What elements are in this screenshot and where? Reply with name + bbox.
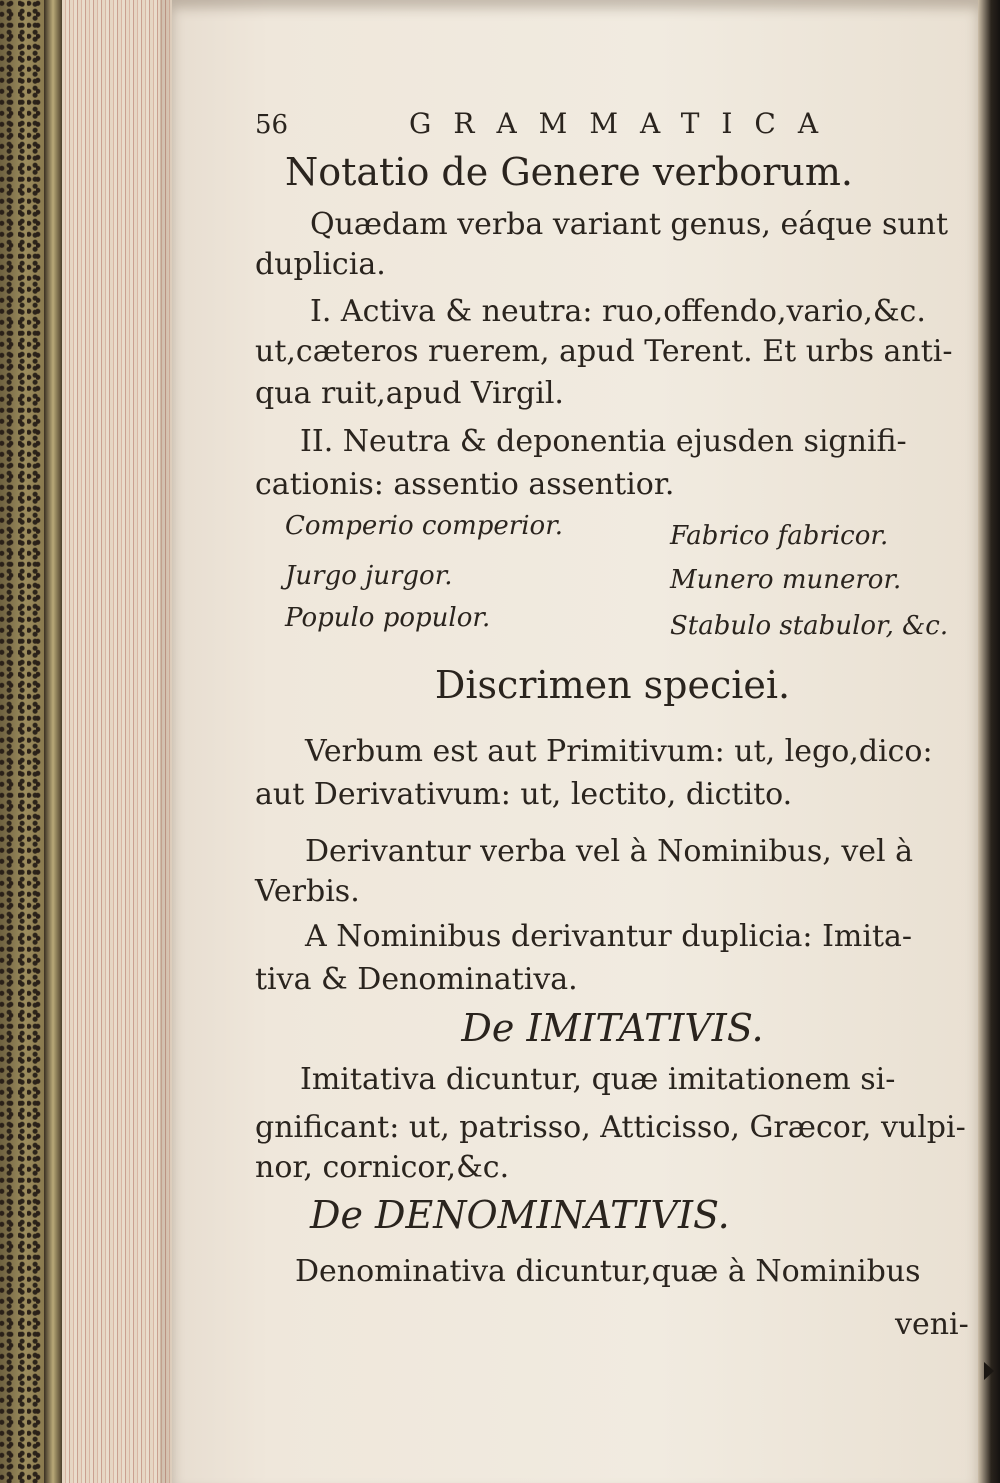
right-page-edge bbox=[978, 0, 1000, 1483]
heading-notatio: Notatio de Genere verborum. bbox=[285, 150, 853, 194]
para6-line1: A Nominibus derivantur duplicia: Imita- bbox=[305, 919, 913, 954]
next-page-arrow-icon[interactable] bbox=[984, 1362, 994, 1380]
para2-line1: I. Activa & neutra: ruo,offendo,vario,&c. bbox=[310, 294, 926, 329]
verb-pair-left-3: Populo populor. bbox=[285, 603, 491, 633]
running-head: GRAMMATICA bbox=[409, 107, 841, 140]
verb-pair-right-3: Stabulo stabulor, &c. bbox=[670, 611, 949, 641]
heading-denominativis: De DENOMINATIVIS. bbox=[310, 1193, 730, 1237]
para5-line1: Derivantur verba vel à Nominibus, vel à bbox=[305, 834, 914, 869]
para1-line1: Quædam verba variant genus, eáque sunt bbox=[310, 207, 949, 242]
heading-discrimen: Discrimen speciei. bbox=[434, 663, 791, 707]
para3-line2: cationis: assentio assentior. bbox=[255, 467, 675, 502]
para2-line3: qua ruit,apud Virgil. bbox=[255, 376, 564, 411]
catchword: veni- bbox=[895, 1307, 969, 1342]
para8-line1: Denominativa dicuntur,quæ à Nominibus bbox=[295, 1254, 921, 1289]
page-number: 56 bbox=[255, 110, 289, 140]
para7-line1: Imitativa dicuntur, quæ imitationem si- bbox=[300, 1062, 896, 1097]
page-stack-edges bbox=[62, 0, 174, 1483]
para5-line2: Verbis. bbox=[255, 874, 360, 909]
heading-imitativis: De IMITATIVIS. bbox=[461, 1006, 764, 1050]
para7-line2: gnificant: ut, patrisso, Atticisso, Græcor, vulpi- bbox=[255, 1110, 966, 1145]
para2-line2: ut,cæteros ruerem, apud Terent. Et urbs anti- bbox=[255, 334, 953, 369]
para4-line2: aut Derivativum: ut, lectito, dictito. bbox=[255, 777, 793, 812]
verb-pair-left-1: Comperio comperior. bbox=[285, 511, 564, 541]
para6-line2: tiva & Denominativa. bbox=[255, 962, 578, 997]
para7-line3: nor, cornicor,&c. bbox=[255, 1150, 510, 1185]
verb-pair-right-2: Munero muneror. bbox=[670, 565, 902, 595]
book-spine-edge bbox=[44, 0, 62, 1483]
verb-pair-right-1: Fabrico fabricor. bbox=[670, 521, 889, 551]
para1-line2: duplicia. bbox=[255, 247, 386, 282]
verb-pair-left-2: Jurgo jurgor. bbox=[285, 561, 453, 591]
para4-line1: Verbum est aut Primitivum: ut, lego,dico: bbox=[305, 734, 933, 769]
para3-line1: II. Neutra & deponentia ejusden signifi- bbox=[300, 424, 907, 459]
